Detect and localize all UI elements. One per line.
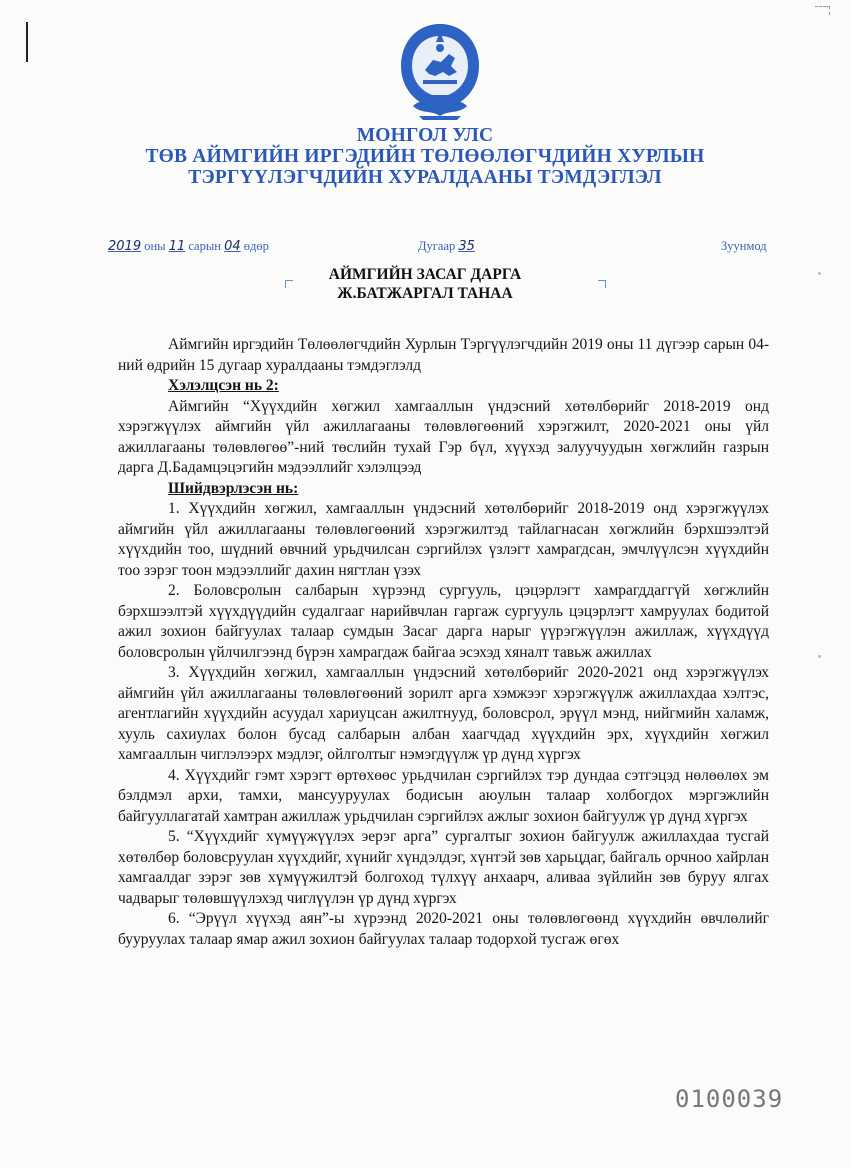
date-year-label: оны — [141, 239, 169, 253]
scan-speck — [818, 655, 821, 658]
scan-corner-mark — [815, 6, 830, 15]
intro-paragraph: Аймгийн иргэдийн Төлөөлөгчдийн Хурлын Тэргүүлэгчдийн 2019 оны 11 дүгээр сарын 04-ний өдрийн 15 дугаар хуралдааны тэмдэглэлд — [118, 336, 769, 374]
state-emblem-icon — [395, 20, 485, 122]
decision-item: 5. “Хүүхдийг хүмүүжүүлэх эерэг арга” сургалтыг зохион байгуулж ажиллахдаа тусгай хөтөлбөр боловсруулан хүүхдийг, хүнийг хүндэлдэг, хүнтэй зөв харьцдаг, байгаль орчноо хайрлан хамгаалдаг зэрэг зөв хүмүүжилтэй болгоход түлхүү анхаарч, аливаа зүйлийн зөв буруу ялгах чадварыг төлөвшүүлэхэд чиглүүлэн үр дүнд хүргэх — [118, 828, 769, 907]
date-month-label: сарын — [185, 239, 225, 253]
document-body — [118, 335, 769, 950]
date-year: 2019 — [108, 239, 142, 254]
scan-speck — [818, 272, 821, 275]
number-value: 35 — [458, 239, 475, 254]
addressee-name: Ж.БАТЖАРГАЛ ТАНАА — [337, 285, 513, 302]
addressee-title: АЙМГИЙН ЗАСАГ ДАРГА — [328, 266, 522, 283]
decision-item: 4. Хүүхдийг гэмт хэрэгт өртөхөөс урьдчилан сэргийлэх тэр дундаа сэтгэцэд нөлөөлөх эм бэлдмэл архи, тамхи, мансууруулах бодисын аюулын талаар холбогдох мэргэжлийн байгууллагатай хамтран ажиллаж урьдчилан сэргийлэх ажлыг зохион байгуулж үр дүнд хүргэх — [118, 766, 769, 825]
document-number — [418, 239, 475, 254]
decision-item: 2. Боловсролын салбарын хүрээнд сургууль, цэцэрлэгт хамрагддаггүй хөгжлийн бэрхшээлтэй хүүхдүүдийн судалгааг нарийвчлан гаргаж сургууль цэцэрлэгт хамруулах бодитой ажил зохион байгуулах талаар сумдын Засаг дарга нарыг үүрэгжүүлэн ажиллаж, хүүхдүүд боловсролын үйлчилгээнд бүрэн хамрагдаж байгаа эсэхэд хяналт тавьж ажиллах — [118, 582, 769, 661]
discussed-heading: Хэлэлцсэн нь 2: — [168, 377, 279, 394]
date-day-label: өдөр — [240, 239, 269, 253]
decided-heading: Шийдвэрлэсэн нь: — [168, 479, 299, 497]
serial-number: 0100039 — [675, 1085, 784, 1113]
date-day: 04 — [224, 239, 241, 254]
header-document-type: ТЭРГҮҮЛЭГЧДИЙН ХУРАЛДААНЫ ТЭМДЭГЛЭЛ — [188, 167, 662, 188]
number-label: Дугаар — [418, 239, 459, 253]
header-country: МОНГОЛ УЛС — [356, 125, 494, 146]
date-month: 11 — [168, 239, 186, 254]
header-organization: ТӨВ АЙМГИЙН ИРГЭДИЙН ТӨЛӨӨЛӨГЧДИЙН ХУРЛЫН — [145, 146, 705, 167]
discussed-paragraph: Аймгийн “Хүүхдийн хөгжил хамгааллын үндэсний хөтөлбөрийг 2018-2019 онд хэрэгжүүлэх аймгийн үйл ажиллагааны төлөвлөгөөний хэрэгжилт, 2020-2021 оны үйл ажиллагааны төлөвлөгөө”-ний төслийн тухай Гэр бүл, хүүхэд залуучуудын хөгжлийн газрын дарга Д.Бадамцэцэгийн мэдээллийг хэлэлцээд — [118, 397, 769, 476]
decision-item: 1. Хүүхдийн хөгжил, хамгааллын үндэсний хөтөлбөрийг 2018-2019 онд хэрэгжүүлэх аймгийн үйл ажиллагааны төлөвлөгөөний хэрэгжилтэд тайлагнасан хөгжлийн бэрхшээлтэй хүүхдийн тоо, шүдний өвчний урьдчилсан сэргийлэх үзлэгт хамрагдсан, эмчлүүлсэн хүүхдийн тоо зэрэг тоон мэдээллийг дахин нягтлан үзэх — [118, 500, 769, 579]
document-place: Зуунмод — [721, 239, 767, 253]
decision-item: 3. Хүүхдийн хөгжил, хамгааллын үндэсний хөтөлбөрийг 2020-2021 онд хэрэгжүүлэх аймгийн үйл ажиллагааны төлөвлөгөөний зорилт арга хэмжээг хэрэгжүүлж ажиллахдаа хэлтэс, агентлагийн хүүхдийн асуудал хариуцсан ажилтнууд, боловсрол, эрүүл мэнд, нийгмийн халамж, хууль сахиулах болон бусад салбарын албан хаагчдад хүүхдийн эрх, хүүхдийн хөгжил хамгааллын чиглэлээрх мэдлэг, ойлголтыг нэмэгдүүлж үр дүнд хүргэх — [118, 664, 769, 763]
scan-edge-mark — [26, 22, 28, 62]
decision-item: 6. “Эрүүл хүүхэд аян”-ы хүрээнд 2020-2021 оны төлөвлөгөөнд хүүхдийн өвчлөлийг бууруулах талаар ямар ажил зохион байгуулах талаар тодорхой тусгаж өгөх — [118, 910, 769, 948]
document-date — [108, 239, 269, 254]
